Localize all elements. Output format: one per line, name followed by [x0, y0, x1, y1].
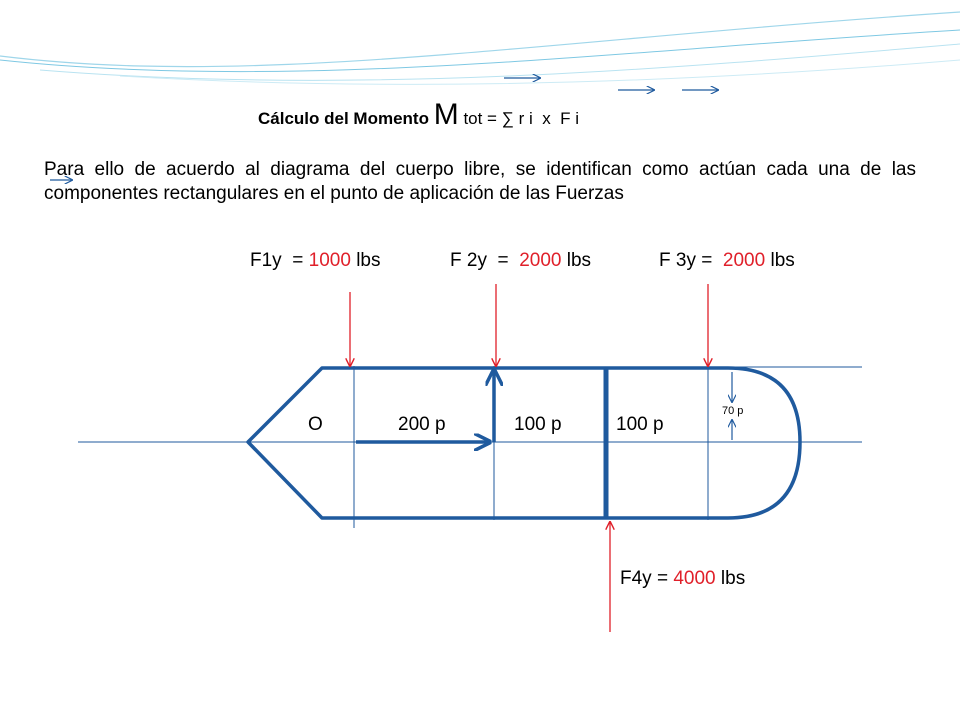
sum-symbol: ∑ — [501, 109, 514, 128]
force-label-f3y: F 3y = 2000 lbs — [659, 250, 795, 271]
dimension-200p: 200 p — [398, 414, 446, 435]
dimension-100p-b: 100 p — [616, 414, 664, 435]
title-bold-text: Cálculo del Momento — [258, 109, 429, 128]
dimension-100p-a: 100 p — [514, 414, 562, 435]
r-label: r i — [518, 109, 533, 128]
force-label-f2y: F 2y = 2000 lbs — [450, 250, 592, 271]
f-label: F i — [560, 109, 580, 128]
cross-symbol: x — [542, 109, 551, 128]
dimension-70p: 70 p — [722, 405, 744, 417]
hull-outline — [248, 368, 800, 518]
tot-label: tot = — [463, 109, 497, 128]
force-label-f1y: F1y = 1000 lbs — [250, 250, 381, 271]
moment-symbol: M — [433, 98, 459, 131]
page-title — [258, 98, 579, 132]
description-paragraph: Para ello de acuerdo al diagrama del cuerpo libre, se identifican como actúan cada una de las componentes rectangulares en el punto de aplicación de las Fuerzas — [44, 159, 916, 204]
force-label-f4y: F4y = 4000 lbs — [620, 568, 746, 589]
origin-label: O — [308, 414, 323, 435]
